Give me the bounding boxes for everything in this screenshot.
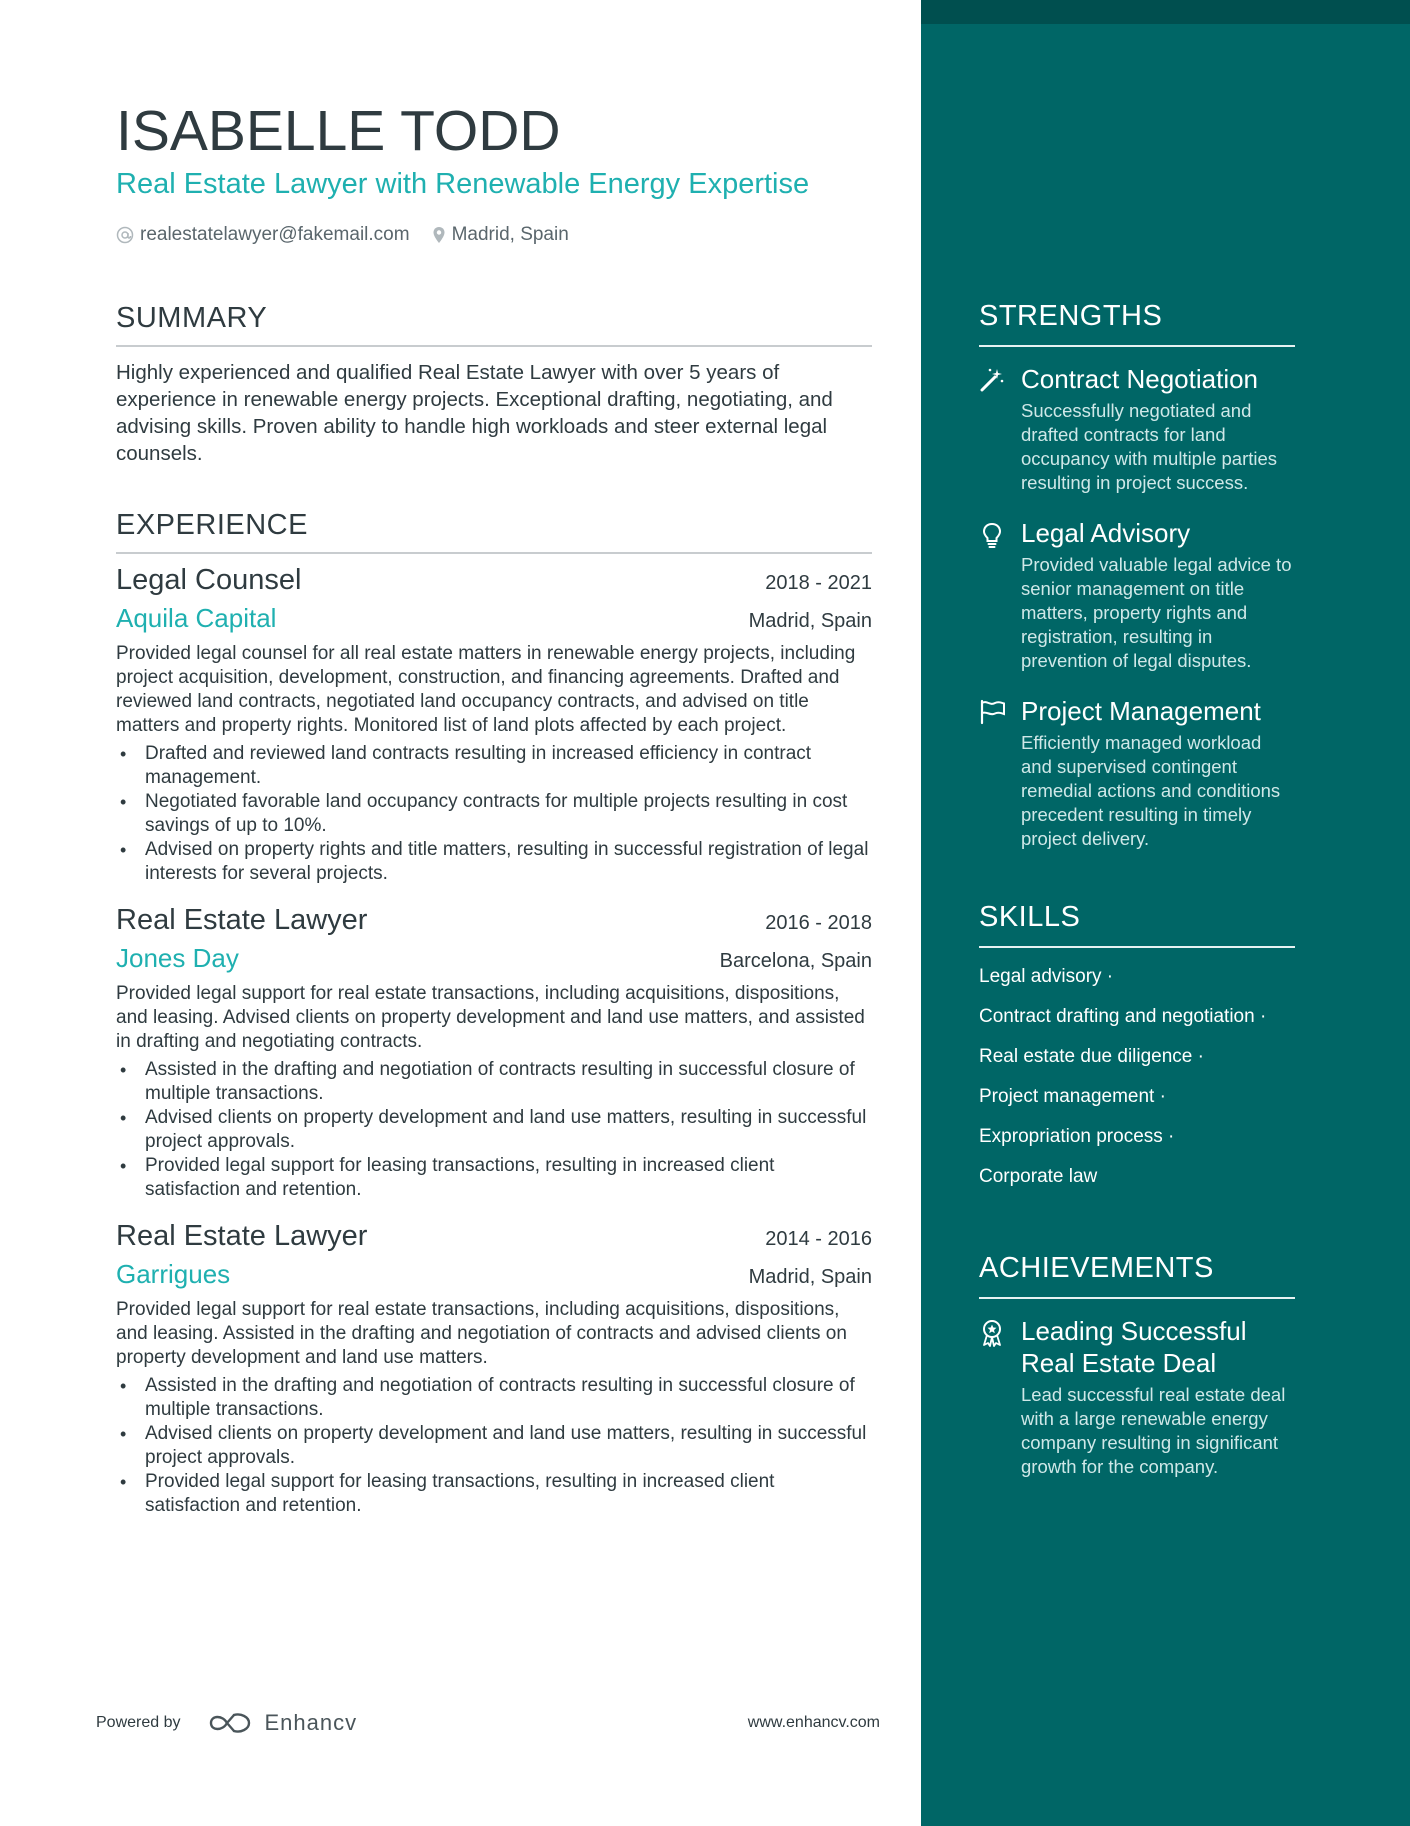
- powered-by-label: Powered by: [96, 1714, 181, 1731]
- summary-text: Highly experienced and qualified Real Estate Lawyer with over 5 years of experience in renewable energy projects. Exceptional drafting, negotiating, and advising skills. Proven ability to handle high workloads and steer external legal counsels.: [116, 361, 833, 465]
- job-dates: 2014 - 2016: [765, 1228, 872, 1250]
- list-item: • Advised clients on property development and land use matters, resulting in successful project approvals.: [116, 1106, 872, 1154]
- strengths-heading: STRENGTHS: [979, 300, 1295, 347]
- job-title: Real Estate Lawyer: [116, 904, 368, 936]
- strength-title: Contract Negotiation: [1021, 364, 1259, 394]
- experience-entry: [116, 1220, 872, 1518]
- at-sign-icon: [116, 226, 134, 244]
- location-text: Madrid, Spain: [451, 224, 569, 245]
- job-location: Madrid, Spain: [748, 1266, 872, 1288]
- location-contact: [432, 224, 569, 246]
- strength-description: Successfully negotiated and drafted contracts for land occupancy with multiple parties resulting in project success.: [1021, 400, 1278, 493]
- list-item: • Negotiated favorable land occupancy contracts for multiple projects resulting in cost savings of up to 10%.: [116, 790, 872, 838]
- job-description: Provided legal support for real estate transactions, including acquisitions, dispositions, and leasing. Advised clients on property development and land use matters, and assisted in drafting and negotiating contracts.: [116, 983, 865, 1052]
- company-name: Aquila Capital: [116, 603, 277, 633]
- summary-heading: SUMMARY: [116, 302, 872, 347]
- contact-info: [116, 224, 872, 246]
- strength-title: Project Management: [1021, 696, 1261, 726]
- sidebar-top-bar: [921, 0, 1410, 24]
- email-text: realestatelawyer@fakemail.com: [140, 224, 410, 245]
- sidebar: [921, 0, 1410, 1826]
- company-name: Garrigues: [116, 1259, 231, 1289]
- skill-item: Real estate due diligence ·: [979, 1046, 1204, 1067]
- list-item: • Provided legal support for leasing transactions, resulting in increased client satisfaction and retention.: [116, 1470, 872, 1518]
- skills-list: [979, 966, 1295, 1188]
- job-title: Legal Counsel: [116, 564, 302, 596]
- main-content: [116, 98, 872, 1518]
- lightbulb-icon: [979, 517, 1007, 673]
- achievement-item: [979, 1315, 1295, 1479]
- job-title: Real Estate Lawyer: [116, 1220, 368, 1252]
- enhancv-logo-icon: [207, 1711, 253, 1735]
- strength-description: Provided valuable legal advice to senior management on title matters, property rights and registration, resulting in prevention of legal disputes.: [1021, 554, 1292, 671]
- website-link[interactable]: www.enhancv.com: [747, 1714, 880, 1731]
- job-bullets: [116, 1058, 872, 1202]
- skill-item: Corporate law: [979, 1166, 1098, 1187]
- strength-item: [979, 517, 1295, 673]
- powered-by: [96, 1710, 357, 1736]
- job-bullets: [116, 742, 872, 886]
- sidebar-content: [979, 300, 1295, 1479]
- strength-description: Efficiently managed workload and supervised contingent remedial actions and conditions precedent resulting in timely project delivery.: [1021, 732, 1281, 849]
- list-item: • Assisted in the drafting and negotiation of contracts resulting in successful closure of multiple transactions.: [116, 1058, 872, 1106]
- achievement-description: Lead successful real estate deal with a large renewable energy company resulting in significant growth for the company.: [1021, 1384, 1286, 1477]
- list-item: • Advised on property rights and title matters, resulting in successful registration of legal interests for several projects.: [116, 838, 872, 886]
- achievement-title: Leading Successful Real Estate Deal: [1021, 1316, 1247, 1378]
- experience-entry: [116, 904, 872, 1202]
- job-description: Provided legal counsel for all real estate matters in renewable energy projects, including project acquisition, development, construction, and financing agreements. Drafted and reviewed land contracts, negotiated land occupancy contracts, and advised on title matters and property rights. Monitored list of land plots affected by each project.: [116, 643, 856, 736]
- list-item: • Provided legal support for leasing transactions, resulting in increased client satisfaction and retention.: [116, 1154, 872, 1202]
- strength-item: [979, 695, 1295, 851]
- strength-title: Legal Advisory: [1021, 518, 1191, 548]
- brand-logo[interactable]: [207, 1710, 358, 1736]
- award-medal-icon: [979, 1315, 1007, 1479]
- flag-icon: [979, 695, 1007, 851]
- email-contact[interactable]: [116, 224, 410, 246]
- list-item: • Assisted in the drafting and negotiation of contracts resulting in successful closure of multiple transactions.: [116, 1374, 872, 1422]
- experience-heading: EXPERIENCE: [116, 509, 872, 554]
- magic-wand-icon: [979, 363, 1007, 495]
- experience-entry: [116, 564, 872, 886]
- job-location: Barcelona, Spain: [719, 950, 872, 972]
- job-description: Provided legal support for real estate transactions, including acquisitions, dispositions, and leasing. Assisted in the drafting and negotiation of contracts and advised clients on property development and land use matters.: [116, 1299, 847, 1368]
- job-location: Madrid, Spain: [748, 610, 872, 632]
- job-dates: 2018 - 2021: [765, 572, 872, 594]
- company-name: Jones Day: [116, 943, 239, 973]
- candidate-name: ISABELLE TODD: [116, 99, 561, 163]
- location-pin-icon: [432, 226, 446, 244]
- list-item: • Advised clients on property development and land use matters, resulting in successful project approvals.: [116, 1422, 872, 1470]
- job-dates: 2016 - 2018: [765, 912, 872, 934]
- job-bullets: [116, 1374, 872, 1518]
- skill-item: Expropriation process ·: [979, 1126, 1175, 1147]
- skill-item: Legal advisory ·: [979, 966, 1114, 987]
- skill-item: Project management ·: [979, 1086, 1166, 1107]
- candidate-title: Real Estate Lawyer with Renewable Energy Expertise: [116, 168, 810, 200]
- strength-item: [979, 363, 1295, 495]
- footer: [96, 1708, 880, 1738]
- achievements-heading: ACHIEVEMENTS: [979, 1252, 1295, 1299]
- skills-heading: SKILLS: [979, 901, 1295, 948]
- brand-name: Enhancv: [264, 1710, 358, 1735]
- list-item: • Drafted and reviewed land contracts resulting in increased efficiency in contract management.: [116, 742, 872, 790]
- skill-item: Contract drafting and negotiation ·: [979, 1006, 1267, 1027]
